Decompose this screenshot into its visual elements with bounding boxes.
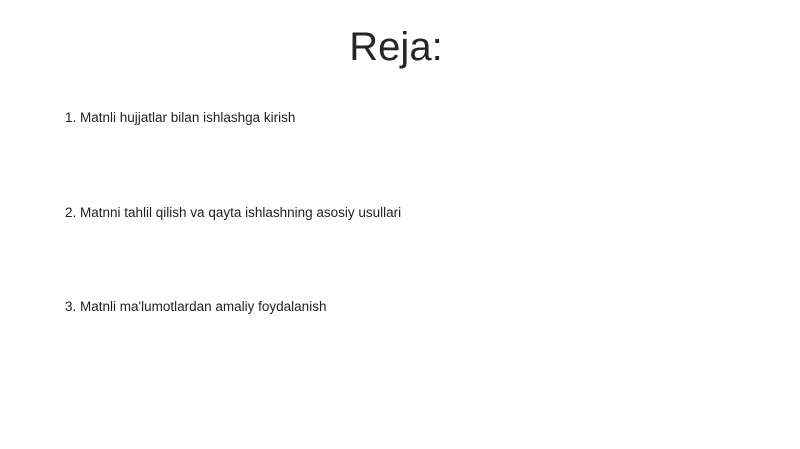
agenda-item: 2. Matnni tahlil qilish va qayta ishlashning asosiy usullari <box>65 205 402 220</box>
slide-title: Reja: <box>349 25 443 69</box>
agenda-item: 1. Matnli hujjatlar bilan ishlashga kirish <box>65 110 296 125</box>
agenda-item: 3. Matnli ma'lumotlardan amaliy foydalanish <box>65 299 327 314</box>
